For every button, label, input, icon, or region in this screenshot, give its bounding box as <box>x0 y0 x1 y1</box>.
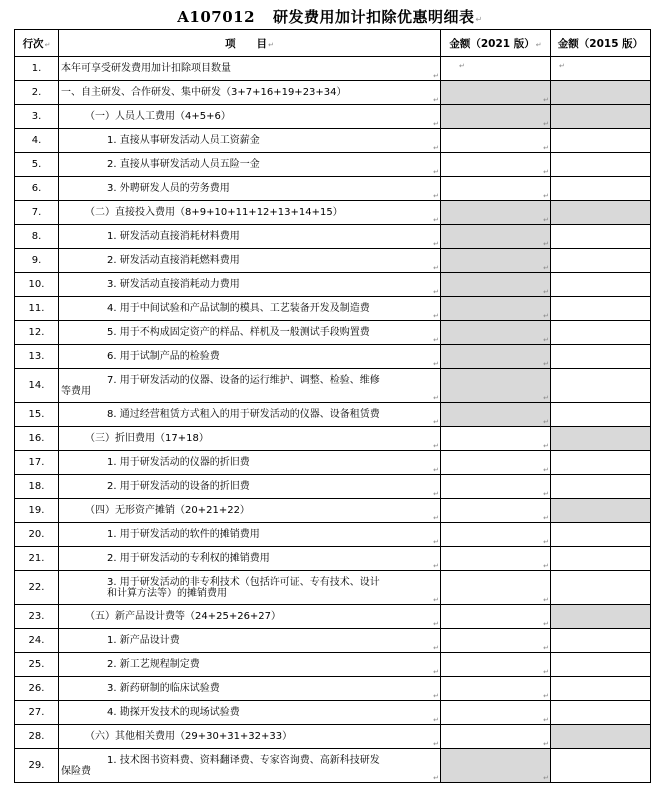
row-item-label <box>59 653 441 677</box>
table-row <box>15 249 651 273</box>
cell-end-mark-icon: ↵ <box>433 442 439 450</box>
cell-end-mark-icon: ↵ <box>433 620 439 628</box>
amount-2021-cell[interactable] <box>441 153 551 177</box>
row-number: 25. <box>15 653 59 677</box>
cell-mark-icon: ↵ <box>559 62 565 70</box>
row-number: 24. <box>15 629 59 653</box>
amount-2021-cell[interactable] <box>441 629 551 653</box>
row-item-text: 4. 用于中间试验和产品试制的模具、工艺装备开发及制造费 <box>107 302 370 314</box>
table-row <box>15 547 651 571</box>
header-amount-2021: 金额（2021 版）↵ <box>441 30 551 57</box>
row-number: 4. <box>15 129 59 153</box>
table-row <box>15 345 651 369</box>
cell-end-mark-icon: ↵ <box>543 596 549 604</box>
amount-2021-cell[interactable] <box>441 427 551 451</box>
amount-2021-cell <box>441 81 551 105</box>
row-item-label <box>59 749 441 783</box>
row-item-text: 4. 勘探开发技术的现场试验费 <box>107 706 240 718</box>
row-item-label <box>59 499 441 523</box>
row-number: 15. <box>15 403 59 427</box>
cell-end-mark-icon: ↵ <box>543 240 549 248</box>
row-item-label <box>59 427 441 451</box>
cell-end-mark-icon: ↵ <box>433 96 439 104</box>
cell-end-mark-icon: ↵ <box>433 596 439 604</box>
row-item-text: 1. 研发活动直接消耗材料费用 <box>107 230 240 242</box>
row-item-text: 2. 用于研发活动的设备的折旧费 <box>107 480 250 492</box>
cell-end-mark-icon: ↵ <box>433 216 439 224</box>
table-row <box>15 427 651 451</box>
amount-2015-cell[interactable] <box>551 57 651 81</box>
row-item-text: 8. 通过经营租赁方式租入的用于研发活动的仪器、设备租赁费 <box>107 408 380 420</box>
cell-mark-icon: ↵ <box>459 62 465 70</box>
amount-2015-cell[interactable] <box>551 701 651 725</box>
table-row <box>15 571 651 605</box>
row-item-text: 一、自主研发、合作研发、集中研发（3+7+16+19+23+34） <box>61 86 347 98</box>
table-row <box>15 629 651 653</box>
amount-2015-cell[interactable] <box>551 523 651 547</box>
cell-end-mark-icon: ↵ <box>543 620 549 628</box>
cell-end-mark-icon: ↵ <box>543 466 549 474</box>
cell-end-mark-icon: ↵ <box>433 168 439 176</box>
cell-end-mark-icon: ↵ <box>543 216 549 224</box>
row-item-label <box>59 225 441 249</box>
cell-end-mark-icon: ↵ <box>433 312 439 320</box>
row-number: 20. <box>15 523 59 547</box>
table-row <box>15 701 651 725</box>
amount-2015-cell[interactable] <box>551 369 651 403</box>
cell-end-mark-icon: ↵ <box>543 312 549 320</box>
cell-end-mark-icon: ↵ <box>543 644 549 652</box>
amount-2015-cell[interactable] <box>551 475 651 499</box>
amount-2021-cell <box>441 403 551 427</box>
row-item-label <box>59 547 441 571</box>
amount-2015-cell[interactable] <box>551 249 651 273</box>
table-row <box>15 369 651 403</box>
cell-end-mark-icon: ↵ <box>543 490 549 498</box>
amount-2015-cell[interactable] <box>551 749 651 783</box>
row-item-label <box>59 273 441 297</box>
cell-end-mark-icon: ↵ <box>433 418 439 426</box>
table-row <box>15 475 651 499</box>
row-item-text: 2. 研发活动直接消耗燃料费用 <box>107 254 240 266</box>
row-number: 10. <box>15 273 59 297</box>
amount-2021-cell[interactable] <box>441 129 551 153</box>
row-item-text: 3. 外聘研发人员的劳务费用 <box>107 182 230 194</box>
row-number: 23. <box>15 605 59 629</box>
row-item-text: （四）无形资产摊销（20+21+22） <box>85 504 250 516</box>
cell-end-mark-icon: ↵ <box>433 668 439 676</box>
row-item-text: 5. 用于不构成固定资产的样品、样机及一般测试手段购置费 <box>107 326 370 338</box>
row-item-label-line1: 3. 用于研发活动的非专利技术（包括许可证、专有技术、设计 <box>107 576 380 588</box>
amount-2015-cell[interactable] <box>551 273 651 297</box>
amount-2015-cell[interactable] <box>551 345 651 369</box>
amount-2015-cell <box>551 81 651 105</box>
amount-2015-cell[interactable] <box>551 225 651 249</box>
amount-2015-cell <box>551 725 651 749</box>
amount-2021-cell[interactable] <box>441 677 551 701</box>
row-item-label <box>59 605 441 629</box>
row-number: 6. <box>15 177 59 201</box>
cell-end-mark-icon: ↵ <box>543 562 549 570</box>
row-number: 17. <box>15 451 59 475</box>
row-item-label <box>59 177 441 201</box>
cell-end-mark-icon: ↵ <box>543 740 549 748</box>
row-item-text: 2. 新工艺规程制定费 <box>107 658 200 670</box>
row-number: 12. <box>15 321 59 345</box>
row-item-label <box>59 249 441 273</box>
row-item-text: （六）其他相关费用（29+30+31+32+33） <box>85 730 293 742</box>
amount-2015-cell[interactable] <box>551 297 651 321</box>
row-item-text: 2. 直接从事研发活动人员五险一金 <box>107 158 260 170</box>
row-number: 26. <box>15 677 59 701</box>
row-item-text: 本年可享受研发费用加计扣除项目数量 <box>61 62 231 74</box>
row-number: 7. <box>15 201 59 225</box>
row-item-text: 1. 用于研发活动的仪器的折旧费 <box>107 456 250 468</box>
paragraph-mark-icon: ↵ <box>475 15 483 24</box>
amount-2015-cell[interactable] <box>551 177 651 201</box>
cell-end-mark-icon: ↵ <box>433 192 439 200</box>
amount-2021-cell[interactable] <box>441 57 551 81</box>
row-item-label <box>59 451 441 475</box>
table-row <box>15 725 651 749</box>
row-item-label <box>59 571 441 605</box>
table-row <box>15 201 651 225</box>
amount-2021-cell <box>441 225 551 249</box>
row-number: 21. <box>15 547 59 571</box>
form-title-text: 研发费用加计扣除优惠明细表 <box>273 8 475 26</box>
row-item-text: （一）人员人工费用（4+5+6） <box>85 110 231 122</box>
row-item-label <box>59 403 441 427</box>
amount-2021-cell[interactable] <box>441 523 551 547</box>
row-item-text: （五）新产品设计费等（24+25+26+27） <box>85 610 282 622</box>
cell-end-mark-icon: ↵ <box>543 120 549 128</box>
cell-end-mark-icon: ↵ <box>433 120 439 128</box>
row-number: 13. <box>15 345 59 369</box>
row-item-label <box>59 475 441 499</box>
row-item-label <box>59 321 441 345</box>
amount-2015-cell[interactable] <box>551 677 651 701</box>
cell-end-mark-icon: ↵ <box>543 192 549 200</box>
row-item-label <box>59 81 441 105</box>
row-number: 29. <box>15 749 59 783</box>
amount-2015-cell[interactable] <box>551 571 651 605</box>
amount-2015-cell <box>551 605 651 629</box>
row-number: 2. <box>15 81 59 105</box>
amount-2021-cell <box>441 749 551 783</box>
cell-end-mark-icon: ↵ <box>433 562 439 570</box>
row-item-text: 3. 研发活动直接消耗动力费用 <box>107 278 240 290</box>
amount-2015-cell[interactable] <box>551 153 651 177</box>
table-row <box>15 403 651 427</box>
amount-2021-cell[interactable] <box>441 653 551 677</box>
row-item-text: 3. 新药研制的临床试验费 <box>107 682 220 694</box>
amount-2021-cell[interactable] <box>441 177 551 201</box>
cell-end-mark-icon: ↵ <box>433 774 439 782</box>
form-code: A107012 <box>177 8 256 26</box>
cell-end-mark-icon: ↵ <box>543 538 549 546</box>
cell-end-mark-icon: ↵ <box>543 774 549 782</box>
row-number: 19. <box>15 499 59 523</box>
deduction-table <box>14 29 651 783</box>
table-body <box>15 57 651 783</box>
header-item: 项 目↵ <box>59 30 441 57</box>
row-item-label-line1: 7. 用于研发活动的仪器、设备的运行维护、调整、检验、维修 <box>107 374 380 386</box>
table-row <box>15 177 651 201</box>
table-row <box>15 653 651 677</box>
amount-2021-cell[interactable] <box>441 725 551 749</box>
amount-2021-cell[interactable] <box>441 451 551 475</box>
cell-end-mark-icon: ↵ <box>433 466 439 474</box>
cell-end-mark-icon: ↵ <box>433 144 439 152</box>
row-item-label <box>59 369 441 403</box>
amount-2021-cell <box>441 321 551 345</box>
row-item-text: 1. 直接从事研发活动人员工资薪金 <box>107 134 260 146</box>
cell-end-mark-icon: ↵ <box>433 240 439 248</box>
table-row <box>15 523 651 547</box>
cell-end-mark-icon: ↵ <box>543 442 549 450</box>
row-item-label-line2: 等费用 <box>61 385 91 397</box>
row-item-text: （三）折旧费用（17+18） <box>85 432 209 444</box>
cell-end-mark-icon: ↵ <box>543 716 549 724</box>
amount-2015-cell[interactable] <box>551 403 651 427</box>
cell-end-mark-icon: ↵ <box>543 168 549 176</box>
table-row <box>15 321 651 345</box>
row-item-label <box>59 701 441 725</box>
row-item-text: 2. 用于研发活动的专利权的摊销费用 <box>107 552 270 564</box>
amount-2015-cell <box>551 427 651 451</box>
row-number: 1. <box>15 57 59 81</box>
amount-2021-cell <box>441 345 551 369</box>
row-item-label <box>59 345 441 369</box>
row-item-text: （二）直接投入费用（8+9+10+11+12+13+14+15） <box>85 206 343 218</box>
amount-2015-cell[interactable] <box>551 653 651 677</box>
row-number: 16. <box>15 427 59 451</box>
cell-end-mark-icon: ↵ <box>543 336 549 344</box>
table-row <box>15 749 651 783</box>
cell-end-mark-icon: ↵ <box>433 264 439 272</box>
table-row <box>15 153 651 177</box>
row-number: 3. <box>15 105 59 129</box>
row-item-label <box>59 297 441 321</box>
cell-end-mark-icon: ↵ <box>543 360 549 368</box>
row-item-label <box>59 129 441 153</box>
cell-end-mark-icon: ↵ <box>433 716 439 724</box>
table-row <box>15 225 651 249</box>
cell-end-mark-icon: ↵ <box>543 692 549 700</box>
amount-2015-cell[interactable] <box>551 547 651 571</box>
cell-end-mark-icon: ↵ <box>433 490 439 498</box>
cell-end-mark-icon: ↵ <box>433 394 439 402</box>
table-row <box>15 297 651 321</box>
amount-2015-cell <box>551 105 651 129</box>
row-item-label <box>59 629 441 653</box>
row-number: 9. <box>15 249 59 273</box>
cell-end-mark-icon: ↵ <box>433 514 439 522</box>
table-row <box>15 129 651 153</box>
cell-end-mark-icon: ↵ <box>433 288 439 296</box>
cell-end-mark-icon: ↵ <box>433 72 439 80</box>
cell-end-mark-icon: ↵ <box>543 144 549 152</box>
amount-2021-cell <box>441 297 551 321</box>
row-item-label <box>59 201 441 225</box>
row-number: 5. <box>15 153 59 177</box>
table-header-row <box>15 30 651 57</box>
row-item-label <box>59 153 441 177</box>
table-row <box>15 273 651 297</box>
row-number: 14. <box>15 369 59 403</box>
row-item-text: 6. 用于试制产品的检验费 <box>107 350 220 362</box>
row-item-label-line2: 和计算方法等）的摊销费用 <box>107 587 227 599</box>
row-item-label <box>59 57 441 81</box>
amount-2015-cell <box>551 499 651 523</box>
amount-2021-cell <box>441 249 551 273</box>
row-number: 27. <box>15 701 59 725</box>
amount-2021-cell <box>441 273 551 297</box>
row-number: 11. <box>15 297 59 321</box>
cell-end-mark-icon: ↵ <box>543 668 549 676</box>
amount-2021-cell <box>441 369 551 403</box>
header-amount-2015: 金额（2015 版） <box>551 30 651 57</box>
cell-end-mark-icon: ↵ <box>543 96 549 104</box>
cell-end-mark-icon: ↵ <box>433 538 439 546</box>
amount-2015-cell[interactable] <box>551 129 651 153</box>
amount-2021-cell[interactable] <box>441 605 551 629</box>
cell-end-mark-icon: ↵ <box>433 644 439 652</box>
cell-end-mark-icon: ↵ <box>543 418 549 426</box>
table-row <box>15 81 651 105</box>
row-item-label-line1: 1. 技术图书资料费、资料翻译费、专家咨询费、高新科技研发 <box>107 754 380 766</box>
cell-end-mark-icon: ↵ <box>433 360 439 368</box>
cell-end-mark-icon: ↵ <box>433 692 439 700</box>
amount-2015-cell[interactable] <box>551 629 651 653</box>
table-row <box>15 605 651 629</box>
amount-2015-cell[interactable] <box>551 321 651 345</box>
row-item-label <box>59 105 441 129</box>
amount-2015-cell[interactable] <box>551 451 651 475</box>
header-line-no: 行次↵ <box>15 30 59 57</box>
amount-2021-cell[interactable] <box>441 701 551 725</box>
row-item-label <box>59 725 441 749</box>
cell-end-mark-icon: ↵ <box>543 264 549 272</box>
table-row <box>15 677 651 701</box>
table-row <box>15 499 651 523</box>
row-item-label <box>59 523 441 547</box>
cell-end-mark-icon: ↵ <box>543 514 549 522</box>
row-number: 28. <box>15 725 59 749</box>
table-row <box>15 57 651 81</box>
amount-2015-cell <box>551 201 651 225</box>
amount-2021-cell[interactable] <box>441 547 551 571</box>
row-number: 18. <box>15 475 59 499</box>
form-title <box>0 6 660 27</box>
cell-end-mark-icon: ↵ <box>433 336 439 344</box>
amount-2021-cell <box>441 105 551 129</box>
amount-2021-cell <box>441 201 551 225</box>
cell-end-mark-icon: ↵ <box>543 288 549 296</box>
row-item-text: 1. 新产品设计费 <box>107 634 180 646</box>
amount-2021-cell[interactable] <box>441 499 551 523</box>
table-row <box>15 105 651 129</box>
cell-end-mark-icon: ↵ <box>543 394 549 402</box>
table-row <box>15 451 651 475</box>
row-number: 8. <box>15 225 59 249</box>
row-item-label-line2: 保险费 <box>61 765 91 777</box>
row-number: 22. <box>15 571 59 605</box>
amount-2021-cell[interactable] <box>441 571 551 605</box>
row-item-text: 1. 用于研发活动的软件的摊销费用 <box>107 528 260 540</box>
amount-2021-cell[interactable] <box>441 475 551 499</box>
row-item-label <box>59 677 441 701</box>
cell-end-mark-icon: ↵ <box>433 740 439 748</box>
